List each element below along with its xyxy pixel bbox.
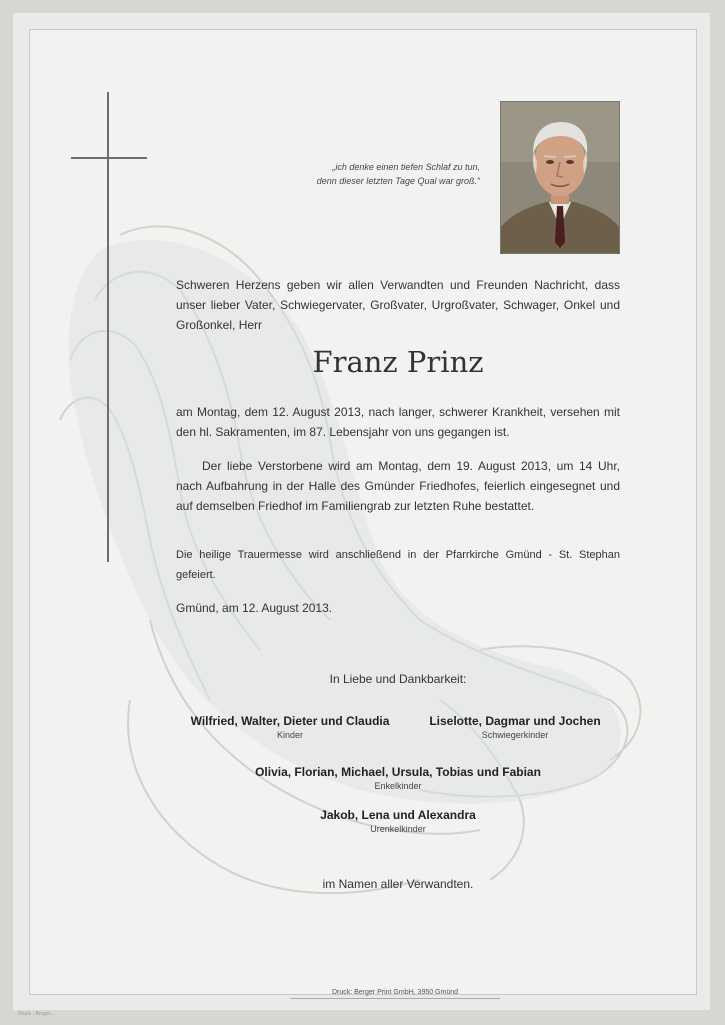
- deceased-name: Franz Prinz: [312, 345, 484, 379]
- love-gratitude-line: In Liebe und Dankbarkeit:: [329, 672, 467, 686]
- children-relation: Kinder: [276, 730, 303, 740]
- mourner-group-in-laws: [415, 713, 615, 741]
- grandchildren-relation: Enkelkinder: [374, 781, 422, 791]
- death-notice-paragraph: am Montag, dem 12. August 2013, nach langer, schwerer Krankheit, versehen mit den hl. Sakramenten, im 87. Lebensjahr von uns gegangen ist.: [176, 405, 620, 439]
- cross-vertical-bar: [107, 92, 109, 562]
- funeral-info-paragraph: Der liebe Verstorbene wird am Montag, dem 19. August 2013, um 14 Uhr, nach Aufbahrung in der Halle des Gmünder Friedhofes, feierlich eingesegnet und auf demselben Friedhof im Familiengrab zur letzten Ruhe bestattet.: [176, 459, 620, 513]
- great-grandchildren-relation: Urenkelkinder: [370, 824, 426, 834]
- printer-credit: Druck: Berger Print GmbH, 3950 Gmünd: [290, 988, 500, 999]
- announcement-paragraph: Schweren Herzens geben wir allen Verwandten und Freunden Nachricht, dass unser lieber Vater, Schwiegervater, Großvater, Urgroßvater, Schwager, Onkel und Großonkel, Herr: [176, 278, 620, 332]
- corner-code: Druck - Berger...: [18, 1011, 55, 1017]
- great-grandchildren-names: Jakob, Lena und Alexandra: [320, 808, 476, 822]
- cross-horizontal-bar: [71, 157, 147, 159]
- place-date-line: Gmünd, am 12. August 2013.: [176, 601, 333, 615]
- in-laws-relation: Schwiegerkinder: [481, 730, 549, 740]
- closing-line: im Namen aller Verwandten.: [322, 877, 474, 891]
- in-laws-names: Liselotte, Dagmar und Jochen: [429, 714, 601, 728]
- children-names: Wilfried, Walter, Dieter und Claudia: [190, 714, 390, 728]
- mourner-group-children: [165, 713, 415, 741]
- grandchildren-names: Olivia, Florian, Michael, Ursula, Tobias und Fabian: [255, 765, 541, 779]
- mass-info-paragraph: Die heilige Trauermesse wird anschließend in der Pfarrkirche Gmünd - St. Stephan gefeiert.: [176, 549, 620, 581]
- portrait-photo: [500, 101, 620, 254]
- mourner-group-grandchildren: [176, 764, 620, 792]
- memorial-quote: „ich denke einen tiefen Schlaf zu tun, denn dieser letzten Tage Qual war groß.“: [316, 162, 480, 186]
- mourner-group-great-grandchildren: [176, 807, 620, 835]
